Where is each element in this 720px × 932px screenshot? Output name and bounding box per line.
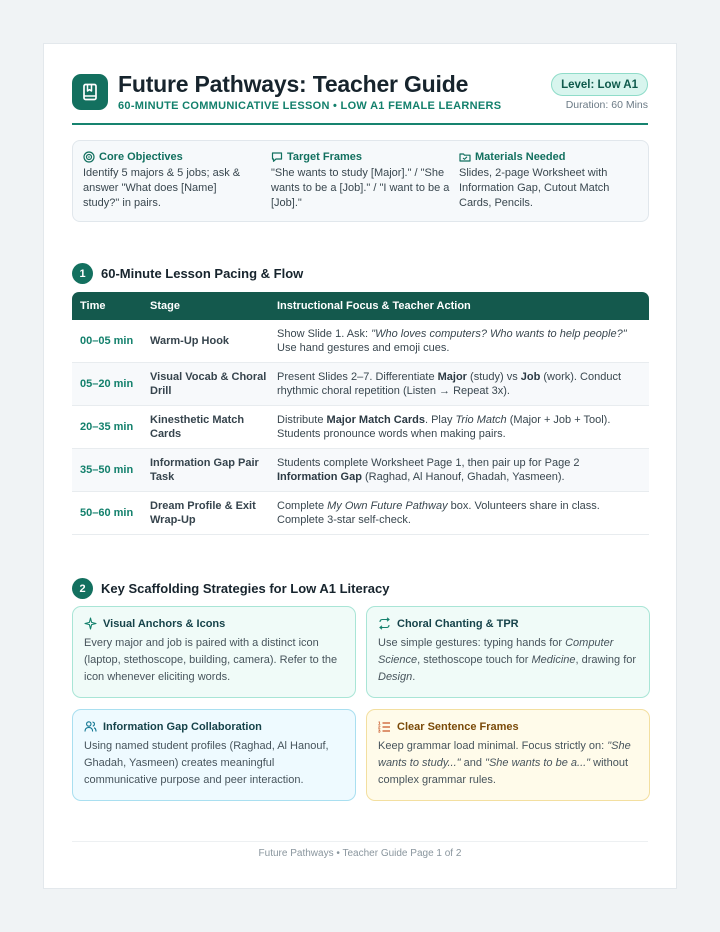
strategy-title: Information Gap Collaboration [103,720,262,733]
table-row [72,406,649,449]
strategy-card-visual-anchors [72,606,356,698]
section-title: 60-Minute Lesson Pacing & Flow [101,266,304,281]
document-page [43,43,677,889]
strategy-card-information-gap [72,709,356,801]
section-header-strategies [72,578,389,599]
stage-cell: Kinesthetic Match Cards [150,414,245,440]
pacing-table [72,292,649,535]
stage-cell: Information Gap Pair Task [150,457,259,483]
target-icon [83,151,95,163]
focus-cell: Show Slide 1. Ask: "Who loves computers? Who wants to help people?" Use hand gestures and emoji cues. [277,327,627,354]
svg-text:3: 3 [378,728,381,733]
stage-cell: Visual Vocab & Choral Drill [150,371,267,397]
focus-cell: Students complete Worksheet Page 1, then pair up for Page 2 Information Gap (Raghad, Al Hanouf, Ghadah, Yasmeen). [277,456,580,483]
overview-text: Identify 5 majors & 5 jobs; ask & answer "What does [Name] study?" in pairs. [83,167,241,209]
table-row [72,363,649,406]
column-header: Stage [150,300,180,312]
strategy-body: Use simple gestures: typing hands for Computer Science, stethoscope touch for Medicine, drawing for Design. [378,637,637,683]
overview-heading: Materials Needed [475,151,566,163]
header-divider [72,123,648,125]
level-badge: Level: Low A1 [551,73,648,96]
stage-cell: Warm-Up Hook [150,335,230,347]
overview-text: "She wants to study [Major]." / "She wants to be a [Job]." / "I want to be a [Job]." [271,167,450,209]
folder-icon [459,151,471,163]
svg-text:2: 2 [378,724,381,730]
section-title: Key Scaffolding Strategies for Low A1 Literacy [101,581,390,596]
time-cell: 35–50 min [80,464,134,476]
overview-heading: Core Objectives [99,151,183,163]
strategy-title: Clear Sentence Frames [397,720,519,733]
time-cell: 05–20 min [80,378,134,390]
overview-frames [271,151,451,211]
users-icon [84,720,97,733]
section-number: 2 [72,578,93,599]
table-row [72,492,649,535]
focus-cell: Distribute Major Match Cards. Play Trio Match (Major + Job + Tool). Students pronounce words when making pairs. [277,413,611,440]
svg-text:1: 1 [378,720,381,726]
strategy-title: Choral Chanting & TPR [397,617,519,630]
section-header-pacing [72,263,303,284]
repeat-icon [378,617,391,630]
focus-cell: Present Slides 2–7. Differentiate Major (study) vs Job (work). Conduct rhythmic choral repetition (Listen → Repeat 3x). [277,370,622,397]
table-header [72,292,649,320]
sparkle-icon [84,617,97,630]
time-cell: 00–05 min [80,335,134,347]
list-icon [378,720,391,733]
strategy-body: Keep grammar load minimal. Focus strictly on: "She wants to study..." and "She wants to be a..." without complex grammar rules. [378,740,631,786]
page-footer: Future Pathways • Teacher Guide Page 1 of 2 [258,848,462,859]
overview-heading: Target Frames [287,151,362,163]
strategy-card-sentence-frames [366,709,650,801]
strategy-body: Every major and job is paired with a distinct icon (laptop, stethoscope, building, camera). Refer to the icon whenever eliciting words. [84,637,338,683]
column-header: Time [80,300,106,312]
strategy-body: Using named student profiles (Raghad, Al Hanouf, Ghadah, Yasmeen) creates meaningful communicative purpose and peer interaction. [84,740,329,786]
overview-materials [459,151,639,211]
footer-divider [72,841,648,842]
strategy-title: Visual Anchors & Icons [103,617,226,630]
table-row [72,449,649,492]
stage-cell: Dream Profile & Exit Wrap-Up [150,500,256,526]
book-icon [72,74,108,110]
time-cell: 20–35 min [80,421,134,433]
speech-bubble-icon [271,151,283,163]
table-row [72,320,649,363]
overview-box [72,140,649,222]
page-title: Future Pathways: Teacher Guide [118,71,469,97]
overview-objectives [83,151,253,211]
overview-text: Slides, 2-page Worksheet with Information Gap, Cutout Match Cards, Pencils. [459,167,610,209]
focus-cell: Complete My Own Future Pathway box. Volunteers share in class. Complete 3-star self-check. [277,499,600,526]
strategy-card-choral-chanting [366,606,650,698]
duration-label: Duration: 60 Mins [565,99,648,111]
page-subtitle: 60-MINUTE COMMUNICATIVE LESSON • LOW A1 FEMALE LEARNERS [118,100,502,112]
section-number: 1 [72,263,93,284]
column-header: Instructional Focus & Teacher Action [277,300,471,312]
time-cell: 50–60 min [80,507,134,519]
